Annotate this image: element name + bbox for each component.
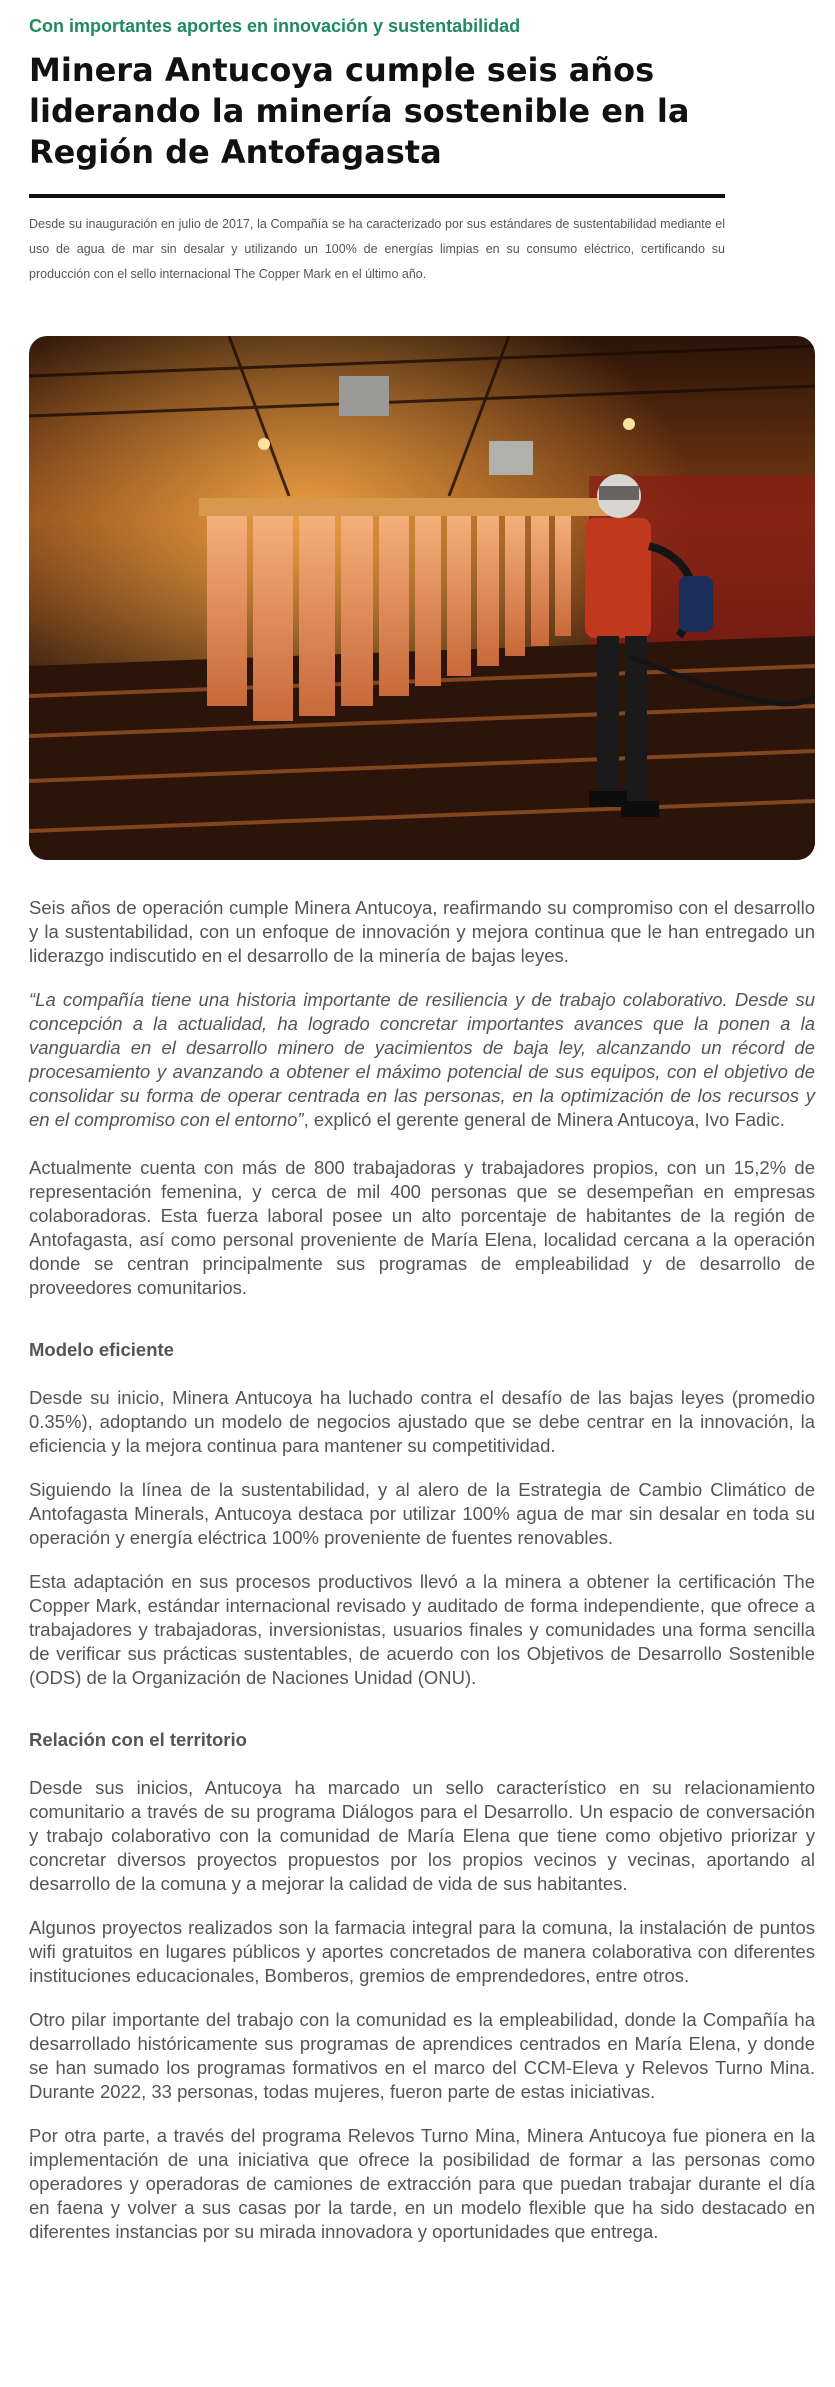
paragraph-quote	[29, 988, 815, 1132]
paragraph: Desde sus inicios, Antucoya ha marcado un sello característico en su relacionamiento comunitario a través de su programa Diálogos para el Desarrollo. Un espacio de conversación y trabajo colaborativo con la comunidad de María Elena que tiene como objetivo priorizar y concretar diversos proyectos propuestos por los propios vecinos y vecinas, aportando al desarrollo de la comuna y a mejorar la calidad de vida de sus habitantes.	[29, 1777, 815, 1894]
quote-text: “La compañía tiene una historia importante de resiliencia y de trabajo colaborativo. Desde su concepción a la actualidad, ha logrado concretar importantes avances que la ponen a la vanguardia en el desarrollo minero de yacimientos de baja ley, alcanzando un récord de procesamiento y avanzando a obtener el máximo potencial de sus equipos, con el objetivo de consolidar su forma de operar centrada en las personas, en la optimización de los recursos y en el compromiso con el entorno”	[29, 989, 815, 1130]
quote-attribution: , explicó el gerente general de Minera Antucoya, Ivo Fadic.	[303, 1109, 785, 1130]
article-kicker: Con importantes aportes en innovación y sustentabilidad	[29, 16, 521, 36]
paragraph: Por otra parte, a través del programa Relevos Turno Mina, Minera Antucoya fue pionera en la implementación de una iniciativa que ofrece la posibilidad de formar a las personas como operadores y operadoras de camiones de extracción para que puedan trabajar durante el día en faena y volver a sus casas por la tarde, en un modelo flexible que ha sido destacado en diferentes instancias por su mirada innovadora y oportunidades que entrega.	[29, 2125, 815, 2242]
paragraph: Siguiendo la línea de la sustentabilidad, y al alero de la Estrategia de Cambio Climático de Antofagasta Minerals, Antucoya destaca por utilizar 100% agua de mar sin desalar en toda su operación y energía eléctrica 100% proveniente de fuentes renovables.	[29, 1479, 815, 1548]
section-heading-modelo: Modelo eficiente	[29, 1339, 174, 1360]
article-body	[29, 896, 815, 2264]
title-divider	[29, 194, 725, 198]
paragraph: Seis años de operación cumple Minera Antucoya, reafirmando su compromiso con el desarrollo y la sustentabilidad, con un enfoque de innovación y mejora continua que le han entregado un liderazgo indiscutido en el desarrollo de la minería de bajas leyes.	[29, 897, 815, 966]
paragraph: Otro pilar importante del trabajo con la comunidad es la empleabilidad, donde la Compañía ha desarrollado históricamente sus programas de aprendices centrados en María Elena, y donde se han sumado los programas formativos en el marco del CCM-Eleva y Relevos Turno Mina. Durante 2022, 33 personas, todas mujeres, fueron parte de estas iniciativas.	[29, 2009, 815, 2102]
paragraph: Desde su inicio, Minera Antucoya ha luchado contra el desafío de las bajas leyes (promedio 0.35%), adoptando un modelo de negocios ajustado que se debe centrar en la innovación, la eficiencia y la mejora continua para mantener su competitividad.	[29, 1387, 815, 1456]
paragraph: Algunos proyectos realizados son la farmacia integral para la comuna, la instalación de puntos wifi gratuitos en lugares públicos y aportes concretados de manera colaborativa con diferentes instituciones educacionales, Bomberos, gremios de emprendedores, entre otros.	[29, 1917, 815, 1986]
section-heading-territorio: Relación con el territorio	[29, 1729, 247, 1750]
paragraph: Esta adaptación en sus procesos productivos llevó a la minera a obtener la certificación The Copper Mark, estándar internacional revisado y auditado de forma independiente, que ofrece a trabajadores y trabajadoras, inversionistas, usuarios finales y comunidades una forma sencilla de verificar sus prácticas sustentables, de acuerdo con los Objetivos de Desarrollo Sostenible (ODS) de la Organización de Naciones Unidad (ONU).	[29, 1571, 815, 1688]
paragraph: Actualmente cuenta con más de 800 trabajadoras y trabajadores propios, con un 15,2% de representación femenina, y cerca de mil 400 personas que se desempeñan en empresas colaboradoras. Esta fuerza laboral posee un alto porcentaje de habitantes de la región de Antofagasta, así como personal proveniente de María Elena, localidad cercana a la operación donde se centran principalmente sus programas de empleabilidad y de desarrollo de proveedores comunitarios.	[29, 1157, 815, 1298]
article-title: Minera Antucoya cumple seis años liderando la minería sostenible en la Región de Antofagasta	[29, 51, 690, 171]
hero-photo-mine-worker	[29, 336, 815, 860]
article-lead: Desde su inauguración en julio de 2017, la Compañía se ha caracterizado por sus estándares de sustentabilidad mediante el uso de agua de mar sin desalar y utilizando un 100% de energías limpias en su consumo eléctrico, certificando su producción con el sello internacional The Copper Mark en el último año.	[29, 217, 725, 281]
